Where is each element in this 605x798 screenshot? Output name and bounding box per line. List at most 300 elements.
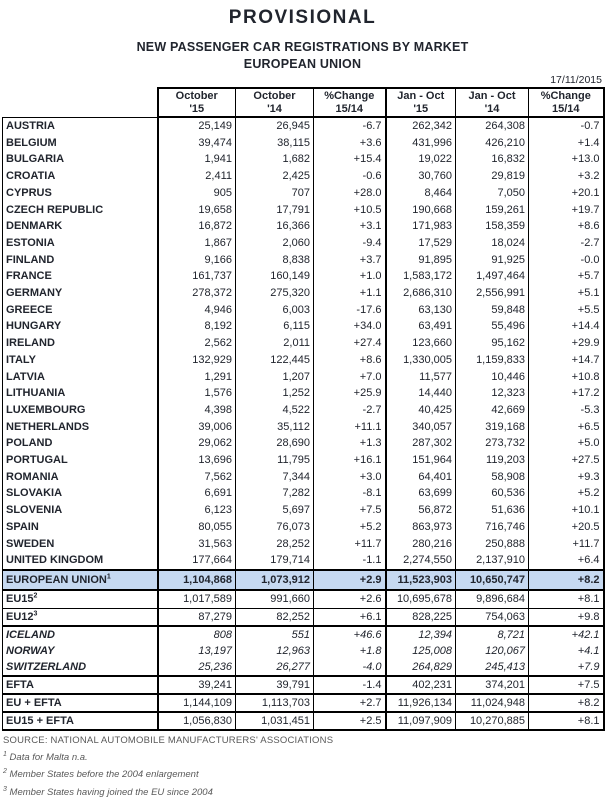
value-cell: 30,760: [386, 168, 456, 185]
value-cell: -1.1: [314, 552, 386, 570]
table-row: [3, 643, 604, 659]
value-cell: +5.0: [529, 435, 604, 452]
table-row: [3, 452, 604, 469]
market-name: BELGIUM: [3, 135, 158, 152]
value-cell: 17,791: [236, 202, 314, 219]
table-row: [3, 352, 604, 369]
value-cell: +17.2: [529, 385, 604, 402]
value-cell: 12,394: [386, 626, 456, 643]
value-cell: 1,159,833: [456, 352, 529, 369]
value-cell: +2.9: [314, 570, 386, 591]
table-row: [3, 135, 604, 152]
value-cell: +3.2: [529, 168, 604, 185]
value-cell: -6.7: [314, 117, 386, 135]
market-name: FINLAND: [3, 252, 158, 269]
value-cell: 18,024: [456, 235, 529, 252]
value-cell: 158,359: [456, 218, 529, 235]
value-cell: 1,207: [236, 369, 314, 386]
value-cell: +3.7: [314, 252, 386, 269]
value-cell: 11,024,948: [456, 694, 529, 712]
value-cell: 95,162: [456, 335, 529, 352]
market-name: CZECH REPUBLIC: [3, 202, 158, 219]
value-cell: 8,721: [456, 626, 529, 643]
value-cell: +2.7: [314, 694, 386, 712]
value-cell: +10.8: [529, 369, 604, 386]
value-cell: 122,445: [236, 352, 314, 369]
value-cell: 11,523,903: [386, 570, 456, 591]
value-cell: 319,168: [456, 419, 529, 436]
value-cell: 551: [236, 626, 314, 643]
market-name: SWITZERLAND: [3, 659, 158, 676]
value-cell: +3.1: [314, 218, 386, 235]
value-cell: 6,691: [158, 485, 236, 502]
value-cell: 1,583,172: [386, 268, 456, 285]
table-row: [3, 435, 604, 452]
market-name: LITHUANIA: [3, 385, 158, 402]
value-cell: 60,536: [456, 485, 529, 502]
table-corner: [3, 88, 158, 117]
value-cell: +1.0: [314, 268, 386, 285]
value-cell: +5.2: [314, 519, 386, 536]
value-cell: 7,282: [236, 485, 314, 502]
value-cell: 1,073,912: [236, 570, 314, 591]
value-cell: 280,216: [386, 536, 456, 553]
value-cell: +3.6: [314, 135, 386, 152]
value-cell: 863,973: [386, 519, 456, 536]
value-cell: +11.7: [314, 536, 386, 553]
market-name: EU + EFTA: [3, 694, 158, 712]
value-cell: +20.5: [529, 519, 604, 536]
value-cell: 754,063: [456, 608, 529, 626]
value-cell: 264,308: [456, 117, 529, 135]
table-row: [3, 402, 604, 419]
value-cell: 19,022: [386, 151, 456, 168]
value-cell: +1.4: [529, 135, 604, 152]
market-name: ESTONIA: [3, 235, 158, 252]
source-line: SOURCE: NATIONAL AUTOMOBILE MANUFACTURERS' ASSOCIATIONS: [3, 735, 334, 747]
value-cell: 2,562: [158, 335, 236, 352]
value-cell: 10,270,885: [456, 712, 529, 730]
value-cell: 119,203: [456, 452, 529, 469]
value-cell: +7.0: [314, 369, 386, 386]
column-header: Jan - Oct '15: [386, 88, 456, 117]
value-cell: 40,425: [386, 402, 456, 419]
market-name: IRELAND: [3, 335, 158, 352]
value-cell: +42.1: [529, 626, 604, 643]
value-cell: 161,737: [158, 268, 236, 285]
value-cell: +5.2: [529, 485, 604, 502]
value-cell: 6,123: [158, 502, 236, 519]
market-name: SLOVAKIA: [3, 485, 158, 502]
table-row: [3, 519, 604, 536]
value-cell: -2.7: [314, 402, 386, 419]
value-cell: 63,699: [386, 485, 456, 502]
value-cell: 26,945: [236, 117, 314, 135]
value-cell: 31,563: [158, 536, 236, 553]
value-cell: 11,795: [236, 452, 314, 469]
value-cell: 426,210: [456, 135, 529, 152]
value-cell: 7,050: [456, 185, 529, 202]
footnote: $^2$ Member States before the 2004 enlargement: [3, 768, 199, 781]
value-cell: +6.4: [529, 552, 604, 570]
value-cell: 2,274,550: [386, 552, 456, 570]
value-cell: 19,658: [158, 202, 236, 219]
value-cell: 16,832: [456, 151, 529, 168]
value-cell: 120,067: [456, 643, 529, 659]
table-row: [3, 268, 604, 285]
table-row: [3, 252, 604, 269]
value-cell: 16,872: [158, 218, 236, 235]
market-name: $EU15^2$: [3, 590, 158, 608]
value-cell: 123,660: [386, 335, 456, 352]
value-cell: 2,686,310: [386, 285, 456, 302]
value-cell: 4,398: [158, 402, 236, 419]
table-row: [3, 185, 604, 202]
column-header: October '14: [236, 88, 314, 117]
value-cell: 4,946: [158, 302, 236, 319]
value-cell: 273,732: [456, 435, 529, 452]
value-cell: +7.5: [529, 676, 604, 694]
value-cell: 1,031,451: [236, 712, 314, 730]
value-cell: 63,491: [386, 318, 456, 335]
value-cell: 1,941: [158, 151, 236, 168]
value-cell: 10,446: [456, 369, 529, 386]
value-cell: 190,668: [386, 202, 456, 219]
value-cell: +1.1: [314, 285, 386, 302]
value-cell: 82,252: [236, 608, 314, 626]
value-cell: 16,366: [236, 218, 314, 235]
page-title: PROVISIONAL: [228, 7, 377, 28]
value-cell: 177,664: [158, 552, 236, 570]
value-cell: 707: [236, 185, 314, 202]
table-row: [3, 202, 604, 219]
value-cell: 431,996: [386, 135, 456, 152]
table-row: [3, 608, 604, 626]
value-cell: 828,225: [386, 608, 456, 626]
table-row: [3, 502, 604, 519]
value-cell: 402,231: [386, 676, 456, 694]
value-cell: -2.7: [529, 235, 604, 252]
value-cell: 5,697: [236, 502, 314, 519]
value-cell: +8.1: [529, 712, 604, 730]
table-row: [3, 626, 604, 643]
value-cell: +46.6: [314, 626, 386, 643]
value-cell: 39,006: [158, 419, 236, 436]
value-cell: 13,197: [158, 643, 236, 659]
column-header: %Change 15/14: [314, 88, 386, 117]
value-cell: 76,073: [236, 519, 314, 536]
value-cell: +8.6: [529, 218, 604, 235]
page-subtitle-region: EUROPEAN UNION: [243, 57, 362, 71]
value-cell: 1,867: [158, 235, 236, 252]
table-row: [3, 485, 604, 502]
table-row: [3, 218, 604, 235]
value-cell: 171,983: [386, 218, 456, 235]
registrations-table: [2, 87, 605, 731]
table-row: [3, 552, 604, 570]
value-cell: 2,411: [158, 168, 236, 185]
value-cell: 1,497,464: [456, 268, 529, 285]
value-cell: -17.6: [314, 302, 386, 319]
value-cell: +14.7: [529, 352, 604, 369]
value-cell: 2,137,910: [456, 552, 529, 570]
value-cell: +27.4: [314, 335, 386, 352]
market-name: GERMANY: [3, 285, 158, 302]
value-cell: 35,112: [236, 419, 314, 436]
market-name: SLOVENIA: [3, 502, 158, 519]
value-cell: +15.4: [314, 151, 386, 168]
value-cell: +3.0: [314, 469, 386, 486]
value-cell: 42,669: [456, 402, 529, 419]
value-cell: 58,908: [456, 469, 529, 486]
value-cell: +14.4: [529, 318, 604, 335]
market-name: NORWAY: [3, 643, 158, 659]
market-name: AUSTRIA: [3, 117, 158, 135]
market-name: CROATIA: [3, 168, 158, 185]
table-row: [3, 168, 604, 185]
value-cell: -4.0: [314, 659, 386, 676]
market-name: LUXEMBOURG: [3, 402, 158, 419]
value-cell: 262,342: [386, 117, 456, 135]
value-cell: -1.4: [314, 676, 386, 694]
table-row: [3, 318, 604, 335]
value-cell: 8,192: [158, 318, 236, 335]
value-cell: +10.1: [529, 502, 604, 519]
value-cell: 132,929: [158, 352, 236, 369]
value-cell: 80,055: [158, 519, 236, 536]
market-name: SWEDEN: [3, 536, 158, 553]
footnotes: [3, 751, 605, 797]
footnote: $^3$ Member States having joined the EU since 2004: [3, 785, 213, 798]
value-cell: 38,115: [236, 135, 314, 152]
value-cell: 159,261: [456, 202, 529, 219]
value-cell: -8.1: [314, 485, 386, 502]
value-cell: 25,149: [158, 117, 236, 135]
value-cell: 10,695,678: [386, 590, 456, 608]
value-cell: 51,636: [456, 502, 529, 519]
value-cell: 7,562: [158, 469, 236, 486]
footnote: $^1$ Data for Malta n.a.: [3, 751, 88, 764]
value-cell: 151,964: [386, 452, 456, 469]
value-cell: +19.7: [529, 202, 604, 219]
value-cell: 1,682: [236, 151, 314, 168]
value-cell: 11,926,134: [386, 694, 456, 712]
value-cell: 26,277: [236, 659, 314, 676]
value-cell: 8,838: [236, 252, 314, 269]
table-row: [3, 676, 604, 694]
value-cell: 9,896,684: [456, 590, 529, 608]
page-subtitle: NEW PASSENGER CAR REGISTRATIONS BY MARKET: [136, 40, 469, 54]
value-cell: +9.8: [529, 608, 604, 626]
table-row: [3, 235, 604, 252]
value-cell: +4.1: [529, 643, 604, 659]
value-cell: +8.1: [529, 590, 604, 608]
value-cell: 160,149: [236, 268, 314, 285]
value-cell: +9.3: [529, 469, 604, 486]
market-name: SPAIN: [3, 519, 158, 536]
value-cell: 28,690: [236, 435, 314, 452]
table-row: [3, 151, 604, 168]
value-cell: +28.0: [314, 185, 386, 202]
market-name: BULGARIA: [3, 151, 158, 168]
value-cell: 1,144,109: [158, 694, 236, 712]
value-cell: 63,130: [386, 302, 456, 319]
table-row: [3, 536, 604, 553]
value-cell: 87,279: [158, 608, 236, 626]
value-cell: +34.0: [314, 318, 386, 335]
value-cell: 1,252: [236, 385, 314, 402]
value-cell: 29,819: [456, 168, 529, 185]
value-cell: +7.9: [529, 659, 604, 676]
value-cell: 1,056,830: [158, 712, 236, 730]
value-cell: 64,401: [386, 469, 456, 486]
column-header: %Change 15/14: [529, 88, 604, 117]
value-cell: 13,696: [158, 452, 236, 469]
value-cell: -0.0: [529, 252, 604, 269]
value-cell: -0.6: [314, 168, 386, 185]
value-cell: 264,829: [386, 659, 456, 676]
value-cell: +10.5: [314, 202, 386, 219]
value-cell: 17,529: [386, 235, 456, 252]
value-cell: +20.1: [529, 185, 604, 202]
value-cell: +8.2: [529, 570, 604, 591]
table-row: [3, 469, 604, 486]
value-cell: 10,650,747: [456, 570, 529, 591]
market-name: PORTUGAL: [3, 452, 158, 469]
market-name: DENMARK: [3, 218, 158, 235]
market-name: CYPRUS: [3, 185, 158, 202]
market-name: LATVIA: [3, 369, 158, 386]
market-name: FRANCE: [3, 268, 158, 285]
value-cell: 1,330,005: [386, 352, 456, 369]
table-row: [3, 694, 604, 712]
value-cell: +2.5: [314, 712, 386, 730]
table-row: [3, 385, 604, 402]
market-name: NETHERLANDS: [3, 419, 158, 436]
value-cell: 1,576: [158, 385, 236, 402]
value-cell: 716,746: [456, 519, 529, 536]
table-row: [3, 369, 604, 386]
value-cell: 39,791: [236, 676, 314, 694]
value-cell: 55,496: [456, 318, 529, 335]
value-cell: 1,017,589: [158, 590, 236, 608]
value-cell: 340,057: [386, 419, 456, 436]
value-cell: 2,556,991: [456, 285, 529, 302]
value-cell: +11.1: [314, 419, 386, 436]
value-cell: 4,522: [236, 402, 314, 419]
table-footer: [3, 735, 605, 797]
value-cell: 905: [158, 185, 236, 202]
value-cell: +1.8: [314, 643, 386, 659]
value-cell: 59,848: [456, 302, 529, 319]
value-cell: -0.7: [529, 117, 604, 135]
value-cell: 12,323: [456, 385, 529, 402]
market-name: ITALY: [3, 352, 158, 369]
value-cell: 1,291: [158, 369, 236, 386]
value-cell: +16.1: [314, 452, 386, 469]
value-cell: +8.2: [529, 694, 604, 712]
value-cell: 91,895: [386, 252, 456, 269]
table-row: [3, 117, 604, 135]
value-cell: -9.4: [314, 235, 386, 252]
market-name: HUNGARY: [3, 318, 158, 335]
table-row: [3, 659, 604, 676]
value-cell: 125,008: [386, 643, 456, 659]
value-cell: +5.5: [529, 302, 604, 319]
value-cell: 11,097,909: [386, 712, 456, 730]
market-name: ROMANIA: [3, 469, 158, 486]
value-cell: 9,166: [158, 252, 236, 269]
value-cell: +13.0: [529, 151, 604, 168]
value-cell: +25.9: [314, 385, 386, 402]
market-name: EFTA: [3, 676, 158, 694]
table-row: [3, 285, 604, 302]
value-cell: +5.1: [529, 285, 604, 302]
value-cell: -5.3: [529, 402, 604, 419]
value-cell: 287,302: [386, 435, 456, 452]
value-cell: 245,413: [456, 659, 529, 676]
value-cell: 275,320: [236, 285, 314, 302]
value-cell: 250,888: [456, 536, 529, 553]
market-name: EUROPEAN UNION$^1$: [3, 570, 158, 591]
value-cell: 991,660: [236, 590, 314, 608]
value-cell: 12,963: [236, 643, 314, 659]
value-cell: 39,241: [158, 676, 236, 694]
value-cell: +11.7: [529, 536, 604, 553]
value-cell: 6,003: [236, 302, 314, 319]
value-cell: 2,011: [236, 335, 314, 352]
market-name: $EU12^3$: [3, 608, 158, 626]
market-name: UNITED KINGDOM: [3, 552, 158, 570]
market-name: ICELAND: [3, 626, 158, 643]
value-cell: +5.7: [529, 268, 604, 285]
value-cell: +7.5: [314, 502, 386, 519]
value-cell: 56,872: [386, 502, 456, 519]
table-row: [3, 590, 604, 608]
value-cell: +8.6: [314, 352, 386, 369]
value-cell: 29,062: [158, 435, 236, 452]
value-cell: 808: [158, 626, 236, 643]
table-row: [3, 419, 604, 436]
value-cell: 25,236: [158, 659, 236, 676]
value-cell: 278,372: [158, 285, 236, 302]
value-cell: 374,201: [456, 676, 529, 694]
value-cell: 39,474: [158, 135, 236, 152]
value-cell: +27.5: [529, 452, 604, 469]
value-cell: +6.1: [314, 608, 386, 626]
value-cell: 28,252: [236, 536, 314, 553]
value-cell: +6.5: [529, 419, 604, 436]
value-cell: +1.3: [314, 435, 386, 452]
table-row: [3, 302, 604, 319]
value-cell: 179,714: [236, 552, 314, 570]
column-header: October '15: [158, 88, 236, 117]
value-cell: 14,440: [386, 385, 456, 402]
market-name: EU15 + EFTA: [3, 712, 158, 730]
value-cell: 1,113,703: [236, 694, 314, 712]
value-cell: 2,425: [236, 168, 314, 185]
table-row: [3, 712, 604, 730]
value-cell: 8,464: [386, 185, 456, 202]
value-cell: 7,344: [236, 469, 314, 486]
value-cell: +29.9: [529, 335, 604, 352]
value-cell: 1,104,868: [158, 570, 236, 591]
table-row: [3, 335, 604, 352]
table-row: [3, 570, 604, 591]
market-name: GREECE: [3, 302, 158, 319]
value-cell: 6,115: [236, 318, 314, 335]
value-cell: 11,577: [386, 369, 456, 386]
